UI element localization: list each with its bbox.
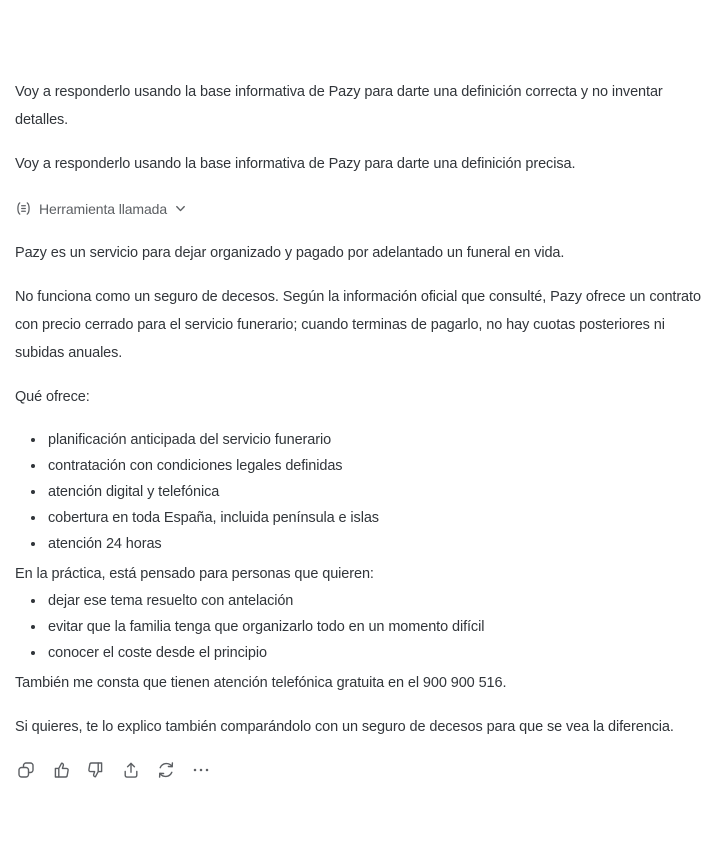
thumbs-up-button[interactable]	[50, 759, 72, 781]
thumbs-down-icon	[86, 760, 106, 780]
list-item: contratación con condiciones legales definidas	[15, 453, 702, 479]
tool-call-toggle[interactable]	[15, 200, 187, 217]
thumbs-up-icon	[51, 760, 71, 780]
offers-list	[15, 427, 702, 557]
regenerate-button[interactable]	[155, 759, 177, 781]
list-item: planificación anticipada del servicio funerario	[15, 427, 702, 453]
more-options-button[interactable]	[190, 759, 212, 781]
thumbs-down-button[interactable]	[85, 759, 107, 781]
definition-paragraph: Pazy es un servicio para dejar organizado y pagado por adelantado un funeral en vida.	[15, 245, 565, 261]
function-call-icon	[15, 200, 32, 217]
list-item: dejar ese tema resuelto con antelación	[15, 588, 702, 614]
chevron-down-icon	[174, 202, 187, 215]
list-item: cobertura en toda España, incluida península e islas	[15, 505, 702, 531]
list-item: evitar que la familia tenga que organizarlo todo en un momento difícil	[15, 614, 702, 640]
list-item: atención digital y telefónica	[15, 479, 702, 505]
practice-heading: En la práctica, está pensado para personas que quieren:	[15, 566, 374, 582]
intro-paragraph-2: Voy a responderlo usando la base informativa de Pazy para darte una definición precisa.	[15, 156, 576, 172]
intro-paragraph-1: Voy a responderlo usando la base informativa de Pazy para darte una definición correcta y no inventar detalles.	[15, 84, 663, 128]
list-item: atención 24 horas	[15, 531, 702, 557]
phone-paragraph: También me consta que tienen atención telefónica gratuita en el 900 900 516.	[15, 675, 507, 691]
more-options-icon	[191, 760, 211, 780]
share-button[interactable]	[120, 759, 142, 781]
practice-list	[15, 588, 702, 666]
share-icon	[121, 760, 141, 780]
copy-button[interactable]	[15, 759, 37, 781]
offers-heading: Qué ofrece:	[15, 389, 90, 405]
message-action-bar	[15, 757, 702, 783]
copy-icon	[16, 760, 36, 780]
list-item: conocer el coste desde el principio	[15, 640, 702, 666]
closing-paragraph: Si quieres, te lo explico también comparándolo con un seguro de decesos para que se vea la diferencia.	[15, 719, 674, 735]
clarification-paragraph: No funciona como un seguro de decesos. Según la información oficial que consulté, Pazy ofrece un contrato con precio cerrado para el servicio funerario; cuando terminas de pagarlo, no hay cuotas posteriores ni subidas anuales.	[15, 289, 701, 361]
tool-call-label: Herramienta llamada	[39, 200, 168, 217]
regenerate-icon	[156, 760, 176, 780]
